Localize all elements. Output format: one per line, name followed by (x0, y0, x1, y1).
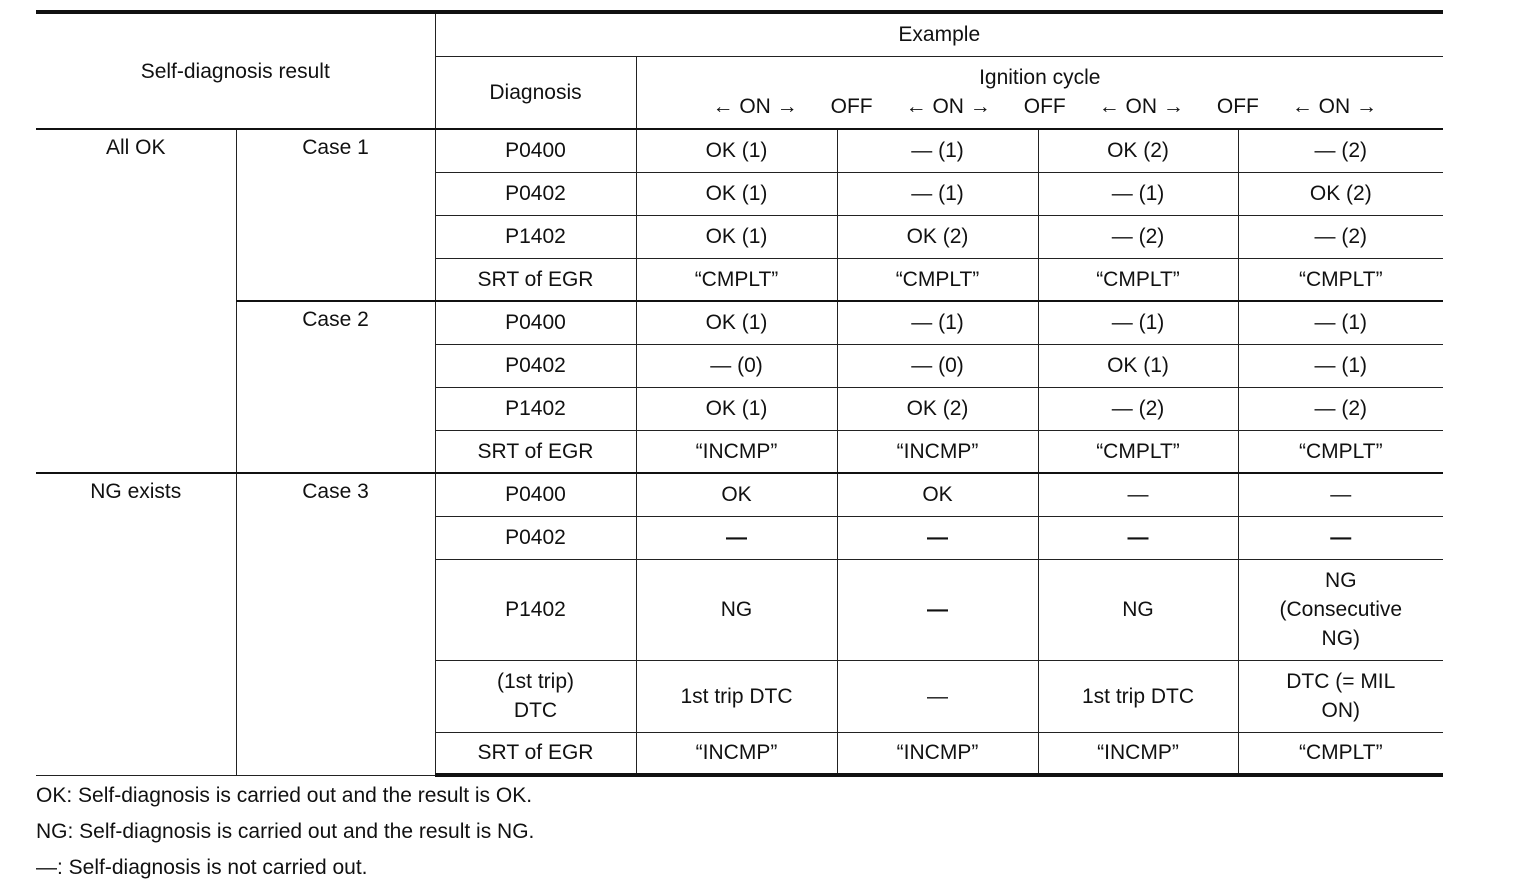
group-all-ok: All OK (36, 129, 236, 473)
cycle-off-1: OFF (830, 95, 873, 119)
value-cell: — (1) (1238, 301, 1443, 344)
value-cell: — (2) (1238, 215, 1443, 258)
value-cell: — (636, 516, 837, 559)
case-1-label: Case 1 (236, 129, 435, 301)
value-cell: — (1238, 516, 1443, 559)
ignition-cycle-label: Ignition cycle (979, 66, 1101, 90)
value-cell: NG (Consecutive NG) (1238, 559, 1443, 660)
value-cell: — (1038, 516, 1238, 559)
case-3-label: Case 3 (236, 473, 435, 775)
diagnosis-cell: SRT of EGR (435, 732, 636, 775)
cycle-off-3: OFF (1216, 95, 1259, 119)
value-cell: “INCMP” (837, 732, 1038, 775)
value-cell: — (0) (636, 344, 837, 387)
self-diagnosis-result-header: Self-diagnosis result (36, 12, 435, 129)
value-cell: NG (1038, 559, 1238, 660)
value-cell: — (2) (1238, 129, 1443, 172)
value-cell: — (2) (1238, 387, 1443, 430)
value-cell: OK (1) (1038, 344, 1238, 387)
legend (36, 778, 534, 886)
diagnosis-cell: P0400 (435, 129, 636, 172)
value-cell: — (1038, 473, 1238, 516)
cycle-on-3: ← ON → (1098, 95, 1184, 119)
value-cell: NG (636, 559, 837, 660)
diagnosis-cell: P0402 (435, 172, 636, 215)
table-row (36, 301, 1443, 344)
value-cell: “INCMP” (636, 430, 837, 473)
diagnosis-cell: P0402 (435, 344, 636, 387)
value-cell: OK (2) (1038, 129, 1238, 172)
value-cell: OK (636, 473, 837, 516)
value-cell: “INCMP” (837, 430, 1038, 473)
cycle-off-2: OFF (1023, 95, 1066, 119)
value-cell: OK (2) (837, 387, 1038, 430)
srt-table-container (36, 10, 1443, 777)
value-cell: DTC (= MIL ON) (1238, 660, 1443, 732)
value-cell: “CMPLT” (1238, 430, 1443, 473)
value-cell: OK (1) (636, 387, 837, 430)
value-cell: OK (1) (636, 215, 837, 258)
value-cell: OK (837, 473, 1038, 516)
value-cell: “CMPLT” (1238, 258, 1443, 301)
ignition-cycle-sequence (643, 92, 1438, 121)
diagnosis-cell: SRT of EGR (435, 430, 636, 473)
value-cell: “CMPLT” (1238, 732, 1443, 775)
diagnosis-cell: P1402 (435, 559, 636, 660)
table-row (36, 473, 1443, 516)
self-diagnosis-table (36, 10, 1443, 777)
legend-ok: OK: Self-diagnosis is carried out and the result is OK. (36, 784, 533, 807)
value-cell: — (2) (1038, 215, 1238, 258)
diagnosis-cell: SRT of EGR (435, 258, 636, 301)
value-cell: — (1238, 473, 1443, 516)
cycle-on-2: ← ON → (905, 95, 991, 119)
cycle-on-4: ← ON → (1291, 95, 1377, 119)
legend-dash: —: Self-diagnosis is not carried out. (36, 856, 368, 879)
value-cell: “CMPLT” (837, 258, 1038, 301)
value-cell: OK (1) (636, 172, 837, 215)
diagnosis-cell: P0400 (435, 301, 636, 344)
diagnosis-cell: P0400 (435, 473, 636, 516)
case-2-label: Case 2 (236, 301, 435, 473)
value-cell: — (1) (837, 301, 1038, 344)
value-cell: 1st trip DTC (636, 660, 837, 732)
value-cell: — (1) (837, 129, 1038, 172)
diagnosis-cell: P0402 (435, 516, 636, 559)
value-cell: OK (2) (837, 215, 1038, 258)
table-row (36, 129, 1443, 172)
value-cell: — (0) (837, 344, 1038, 387)
value-cell: — (2) (1038, 387, 1238, 430)
value-cell: OK (1) (636, 129, 837, 172)
value-cell: — (1) (1038, 172, 1238, 215)
example-header: Example (435, 12, 1443, 56)
diagnosis-cell: P1402 (435, 215, 636, 258)
value-cell: — (837, 516, 1038, 559)
value-cell: — (1) (1238, 344, 1443, 387)
value-cell: — (837, 660, 1038, 732)
value-cell: 1st trip DTC (1038, 660, 1238, 732)
value-cell: — (837, 559, 1038, 660)
ignition-cycle-header (636, 56, 1443, 129)
value-cell: — (1) (837, 172, 1038, 215)
diagnosis-cell: P1402 (435, 387, 636, 430)
value-cell: “INCMP” (636, 732, 837, 775)
value-cell: OK (1) (636, 301, 837, 344)
diagnosis-cell: (1st trip) DTC (435, 660, 636, 732)
legend-ng: NG: Self-diagnosis is carried out and the result is NG. (36, 820, 535, 843)
value-cell: OK (2) (1238, 172, 1443, 215)
cycle-on-1: ← ON → (712, 95, 798, 119)
group-ng-exists: NG exists (36, 473, 236, 775)
value-cell: “CMPLT” (1038, 430, 1238, 473)
diagnosis-header: Diagnosis (435, 56, 636, 129)
value-cell: — (1) (1038, 301, 1238, 344)
value-cell: “CMPLT” (636, 258, 837, 301)
value-cell: “INCMP” (1038, 732, 1238, 775)
value-cell: “CMPLT” (1038, 258, 1238, 301)
